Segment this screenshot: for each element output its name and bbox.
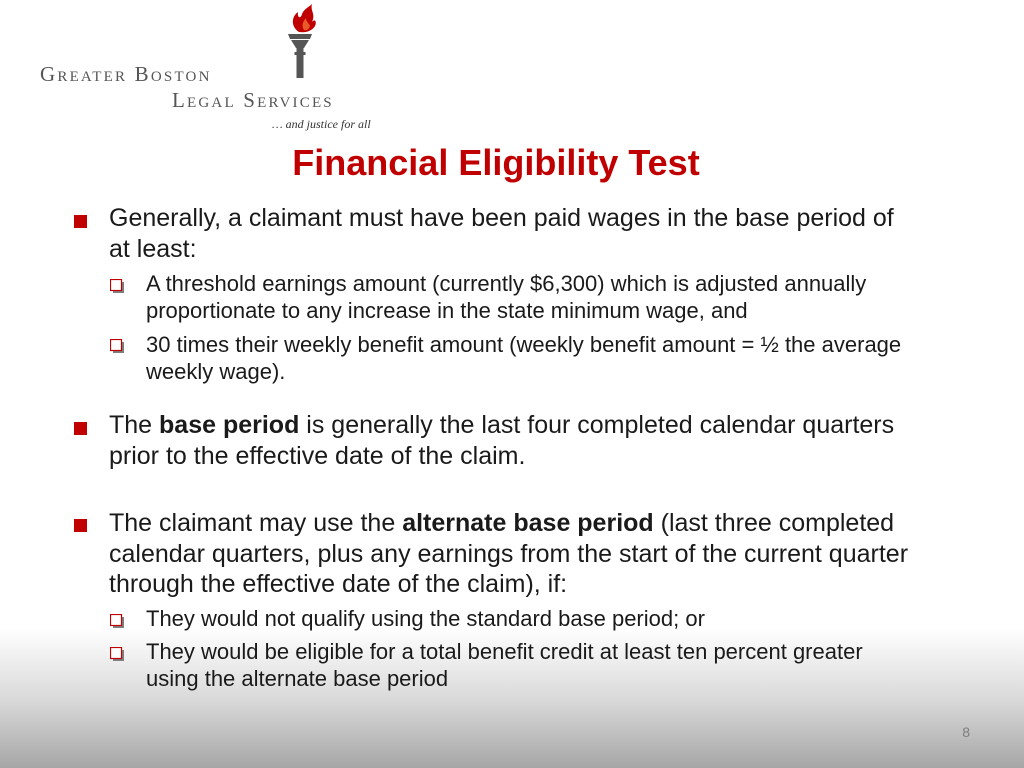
checkbox-bullet-icon [110,279,124,293]
slide-title: Financial Eligibility Test [292,142,700,183]
bullet-square-icon [74,422,87,435]
bullet-text: The claimant may use the alternate base period (last three completed calendar quarters, plus any earnings from the start of the current quarter through the effective date of the claim), if: [109,509,909,598]
checkbox-bullet-icon [110,339,124,353]
logo-text-line-1: Greater Boston [40,62,212,86]
page-number: 8 [962,724,970,740]
logo-text-line-2: Legal Services [172,88,334,112]
sub-bullet-text: 30 times their weekly benefit amount (weekly benefit amount = ½ the average weekly wage). [146,332,902,384]
checkbox-bullet-icon [110,647,124,661]
organization-logo [40,4,400,134]
torch-icon [282,4,322,82]
term-base-period: base period [159,411,300,439]
bullet-square-icon [74,215,87,228]
bullet-square-icon [74,519,87,532]
logo-tagline: … and justice for all [272,117,371,131]
bullet-text: The base period is generally the last four completed calendar quarters prior to the effective date of the claim. [109,411,895,470]
bullet-text: Generally, a claimant must have been paid wages in the base period of at least: [109,204,894,263]
sub-bullet-text: They would not qualify using the standard base period; or [146,606,705,631]
sub-bullet-text: A threshold earnings amount (currently $6,300) which is adjusted annually proportionate to any increase in the state minimum wage, and [146,271,867,323]
checkbox-bullet-icon [110,614,124,628]
term-alternate-base-period: alternate base period [402,509,654,537]
sub-bullet-text: They would be eligible for a total benefit credit at least ten percent greater using the alternate base period [146,639,863,691]
